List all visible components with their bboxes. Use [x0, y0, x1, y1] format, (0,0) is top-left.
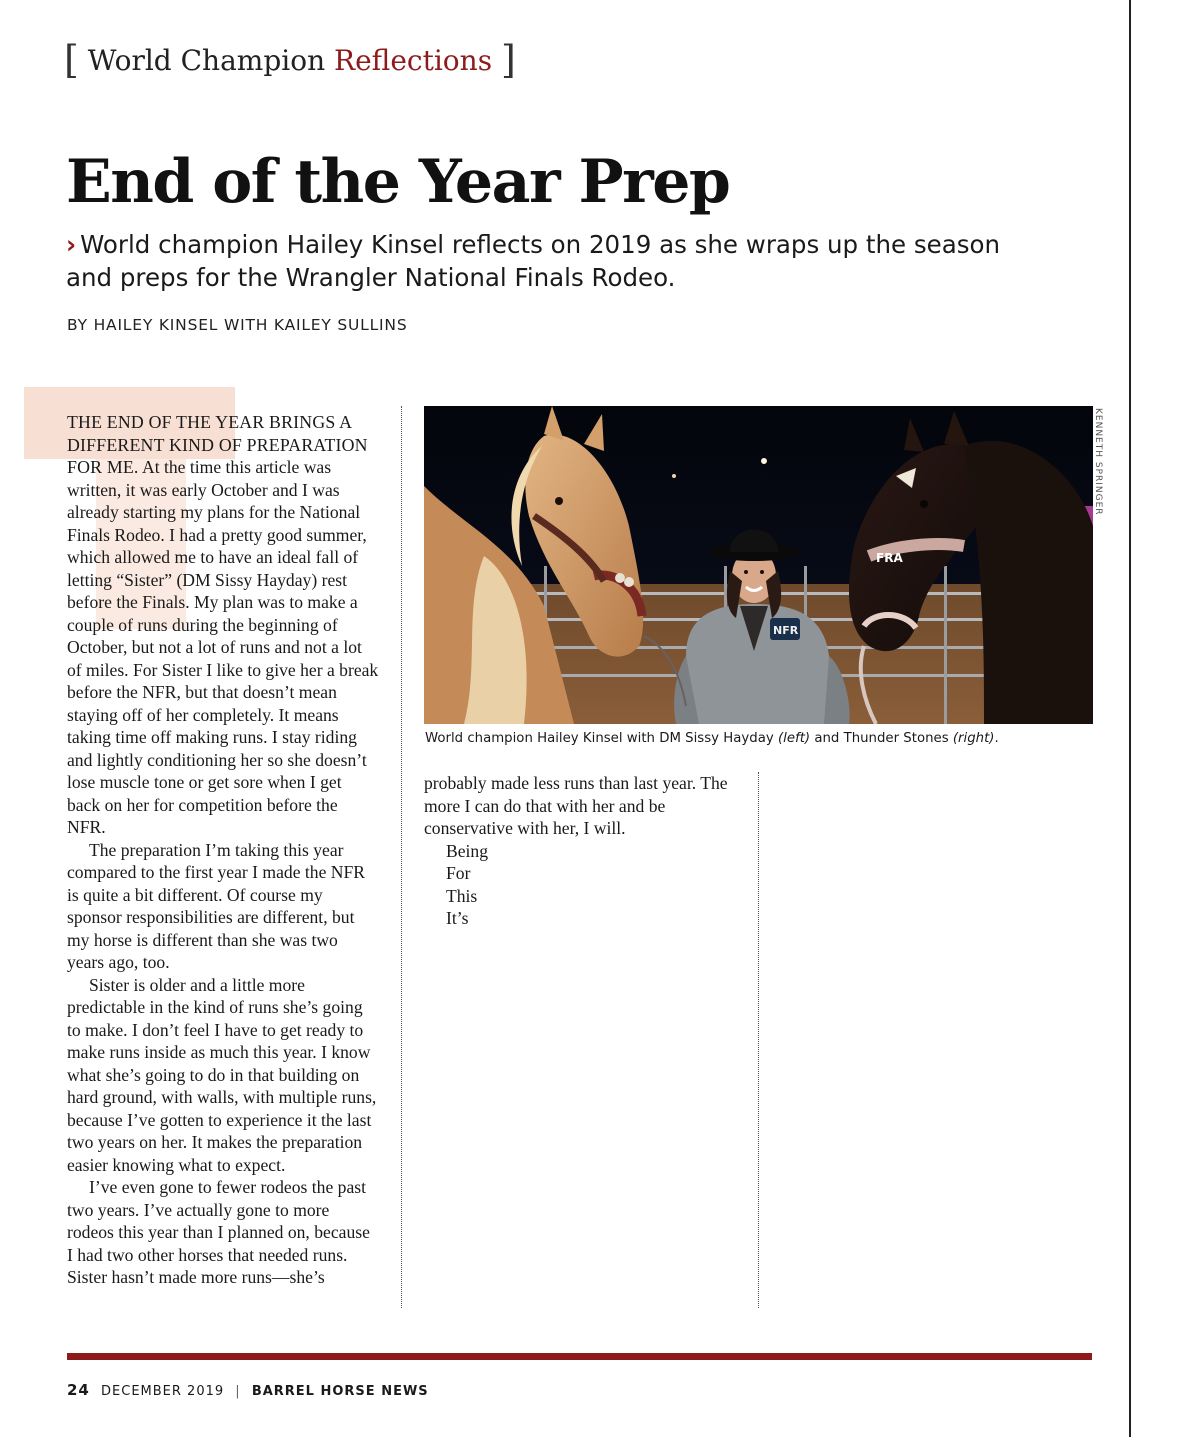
close-bracket: ] — [500, 38, 516, 82]
page-edge-line — [1129, 0, 1131, 1437]
article-dek — [66, 228, 1016, 294]
footer-separator: | — [235, 1384, 241, 1399]
photo-illustration — [424, 406, 1093, 724]
page-footer — [67, 1381, 429, 1399]
article-paragraph-6: For — [446, 863, 471, 883]
kicker-prefix: World Champion — [87, 44, 326, 77]
article-paragraph-continued: probably made less runs than last year. The more I can do that with her and be conservative with her, I will. — [424, 773, 728, 838]
publication-name: BARREL HORSE NEWS — [251, 1384, 429, 1399]
caption-left: (left) — [777, 731, 811, 746]
article-column-1 — [67, 411, 379, 1289]
halter-text: FRA — [876, 551, 903, 565]
photo-caption — [425, 731, 999, 746]
article-photo — [424, 406, 1093, 724]
open-bracket: [ — [64, 38, 79, 82]
photo-credit: KENNETH SPRINGER — [1093, 408, 1103, 516]
column-divider-2 — [758, 772, 759, 1308]
article-column-2 — [424, 772, 736, 930]
caption-end: . — [994, 731, 999, 746]
article-paragraph-7: This — [446, 885, 478, 906]
byline: BY HAILEY KINSEL WITH KAILEY SULLINS — [67, 316, 408, 334]
column-divider-1 — [401, 406, 402, 1308]
article-paragraph-4: I’ve even gone to fewer rodeos the past two years. I’ve actually gone to more rodeos this year than I planned on, because I had two other horses that needed runs. Sister hasn’t made more runs—she’s — [67, 1177, 370, 1287]
caption-text: World champion Hailey Kinsel with DM Sissy Hayday — [425, 731, 778, 746]
lead-in-caps: THE END OF THE YEAR BRINGS A DIFFERENT KIND OF PREPARATION FOR ME. — [67, 412, 368, 477]
footer-rule — [67, 1353, 1092, 1360]
article-headline: End of the Year Prep — [66, 147, 730, 217]
article-paragraph-8: It’s — [446, 908, 469, 928]
article-paragraph-1 — [67, 411, 379, 839]
paragraph-1-text: At the time this article was written, it was early October and I was already starting my plans for the National Finals Rodeo. I had a pretty good summer, which allowed me to have an ideal fall of letting “Sister” (DM Sissy Hayday) rest before the Finals. My plan was to make a couple of runs during the beginning of October, but not a lot of runs and not a lot of miles. For Sister I like to give her a break before the NFR, but that doesn’t mean staying off of her completely. It means taking time off making runs. I stay riding and lightly conditioning her so she doesn’t lose muscle tone or get sore when I get back on her for competition before the NFR. — [67, 457, 379, 837]
section-kicker — [64, 38, 516, 83]
issue-date: DECEMBER 2019 — [101, 1384, 225, 1399]
article-paragraph-5: Being — [446, 840, 489, 861]
caption-text-2: and Thunder Stones — [810, 731, 953, 746]
chevron-right-icon: › — [66, 230, 77, 259]
dek-text: World champion Hailey Kinsel reflects on 2019 as she wraps up the season and preps for the Wrangler National Finals Rodeo. — [66, 230, 1001, 292]
jacket-badge: NFR — [773, 624, 799, 637]
page-number: 24 — [67, 1381, 90, 1399]
caption-right: (right) — [952, 731, 995, 746]
kicker-highlight: Reflections — [334, 44, 493, 77]
article-paragraph-3: Sister is older and a little more predictable in the kind of runs she’s going to make. I don’t feel I have to get ready to make runs inside as much this year. I know what she’s going to do in that building on hard ground, with walls, with multiple runs, because I’ve gotten to experience it the last two years on her. It makes the preparation easier knowing what to expect. — [67, 974, 377, 1175]
article-paragraph-2: The preparation I’m taking this year compared to the first year I made the NFR is quite a bit different. Of course my sponsor responsibilities are different, but my horse is different than she was two years ago, too. — [67, 839, 366, 972]
